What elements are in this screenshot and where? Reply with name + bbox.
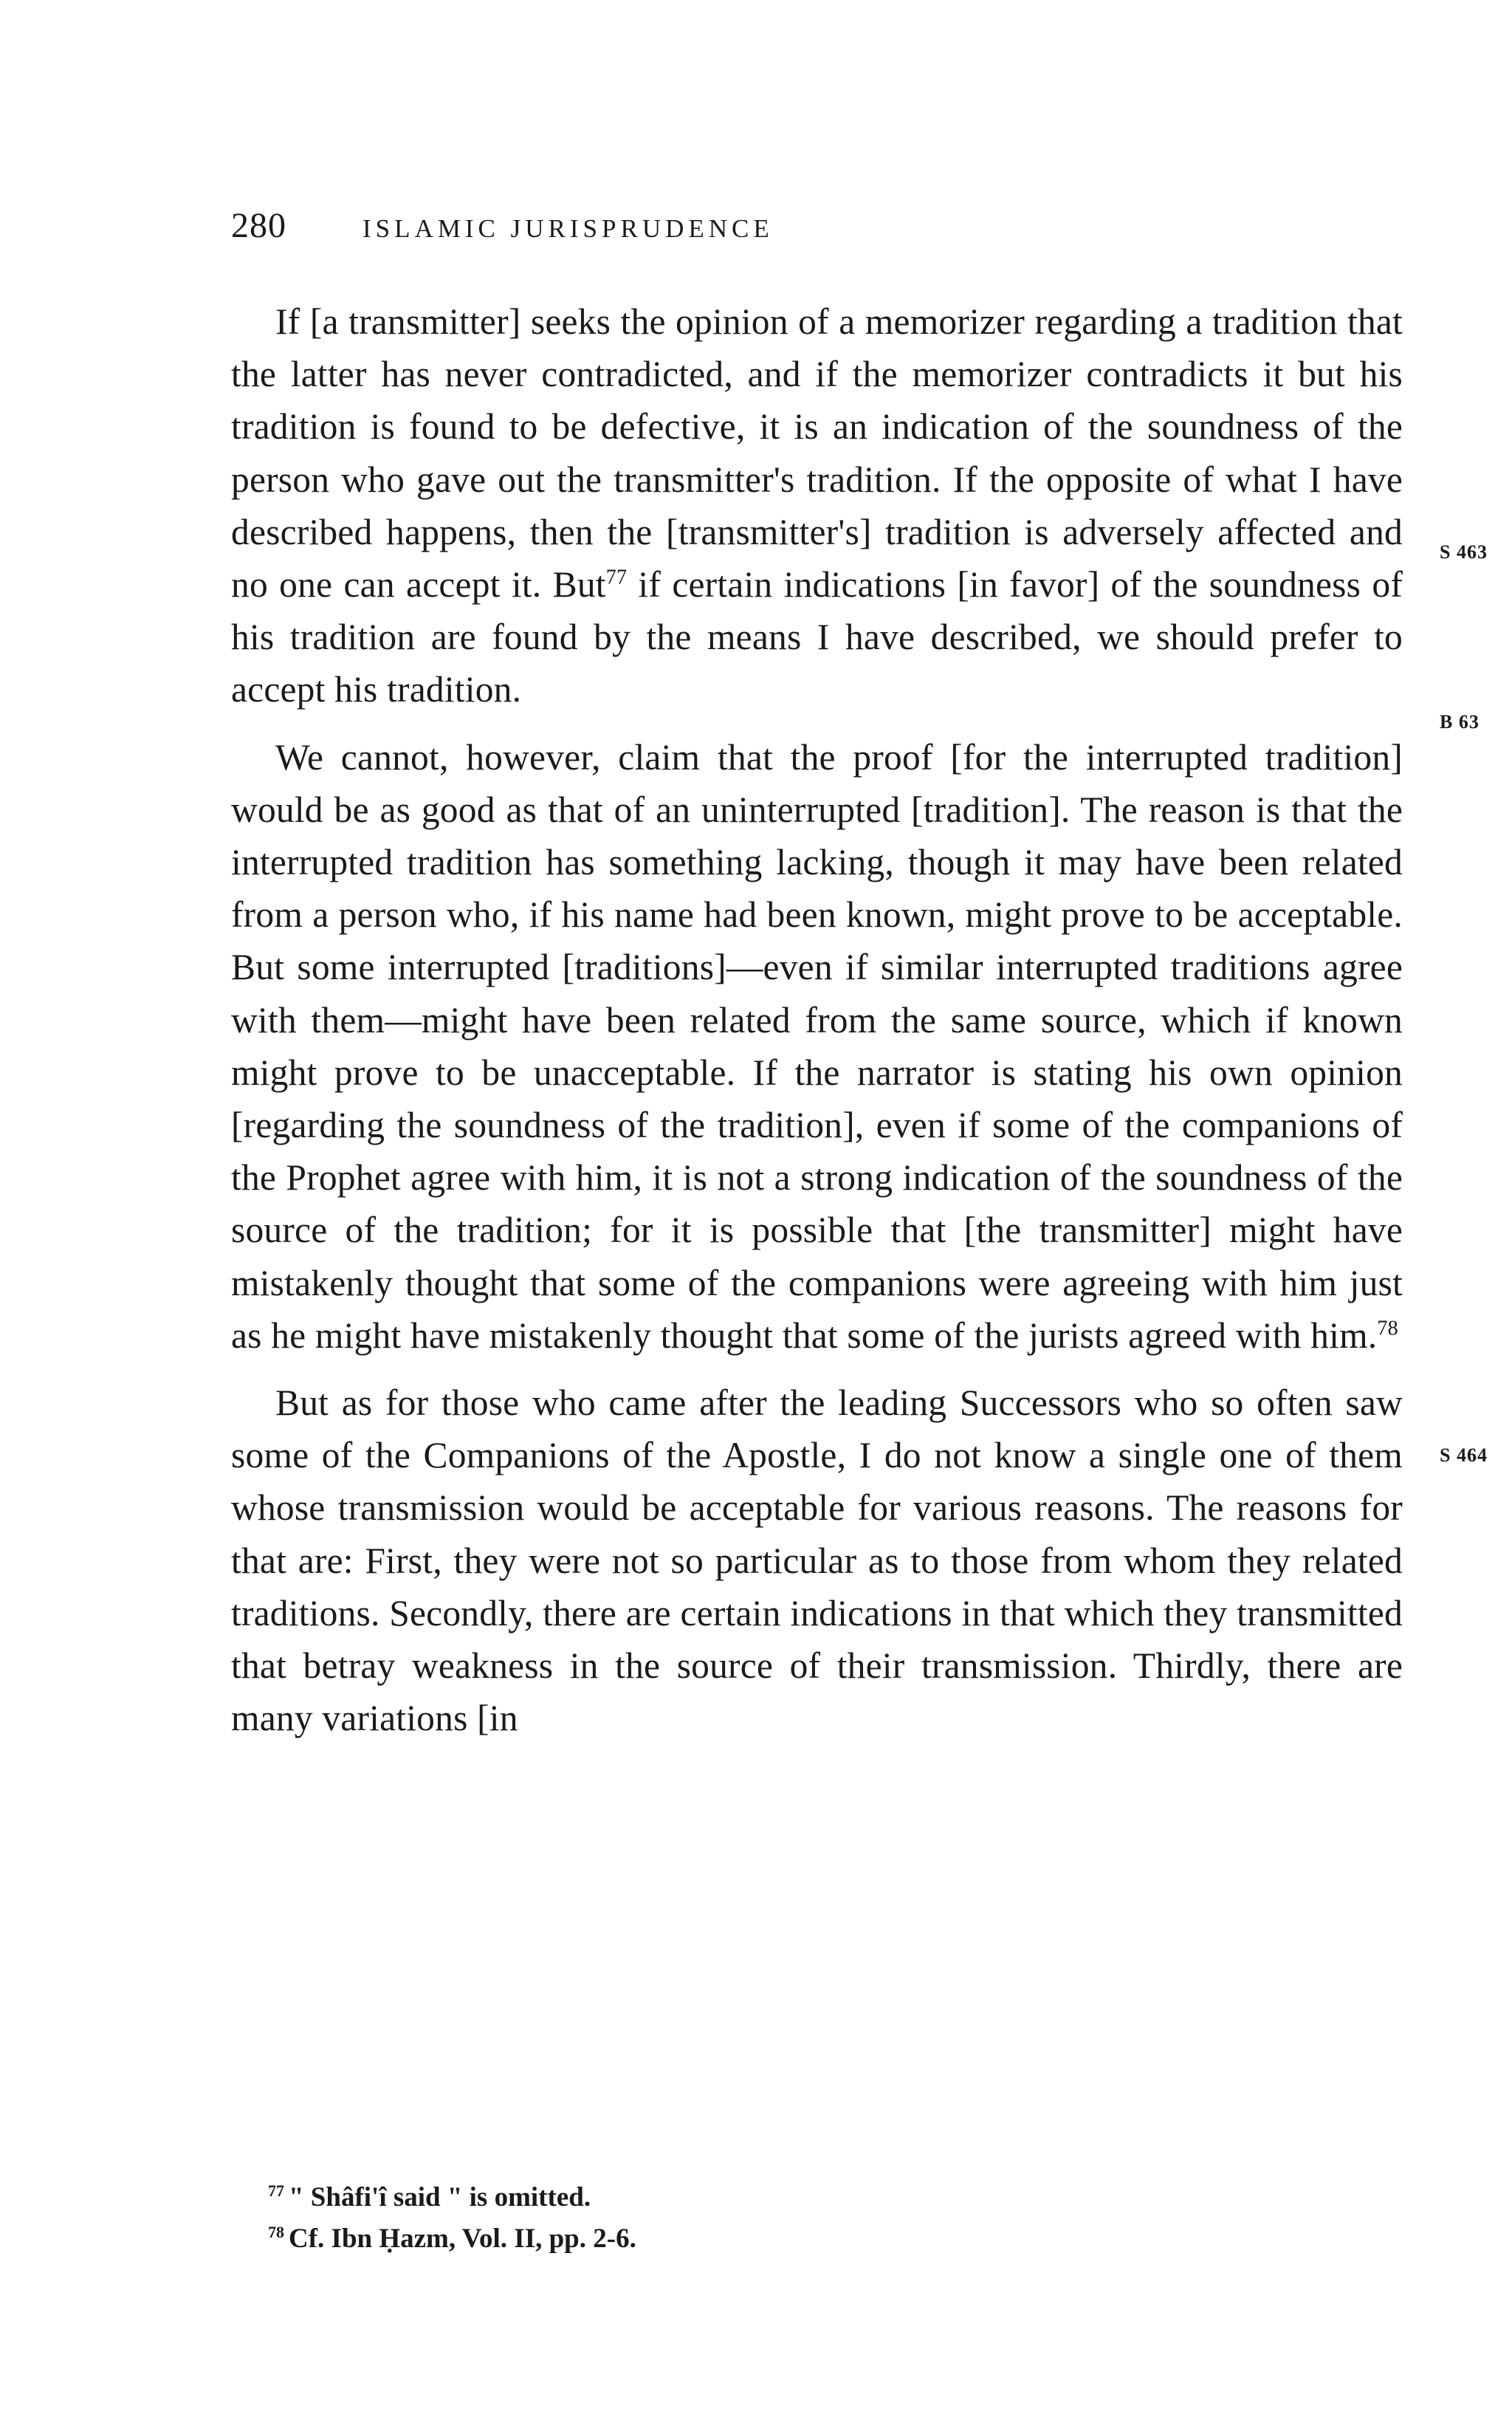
paragraph-text: if certain indications [in favor] of the soundness of his tradition are found by the means I have described, we should prefer to accept his tradition.: [231, 564, 1403, 710]
footnote-mark: 77: [268, 2181, 284, 2200]
margin-reference: S 464: [1440, 1444, 1488, 1466]
footnote-reference: 78: [1377, 1317, 1398, 1340]
paragraph-text: But as for those who came after the leading Successors who so often saw some of the Companions of the Apostle, I do not know a single one of them whose transmission would be acceptable for various reasons. The reasons for that are: First, they were not so particular as to those from whom they related traditions. Secondly, there are certain indications in that which they transmitted that betray weakness in the source of their transmission. Thirdly, there are many variations [in: [231, 1382, 1403, 1739]
footnotes: [268, 2177, 1375, 2260]
paragraph-text: If [a transmitter] seeks the opinion of a memorizer regarding a tradition that the latter has never contradicted, and if the memorizer contradicts it but his tradition is found to be defective, it is an indication of the soundness of the person who gave out the transmitter's tradition. If the opposite of what I have described happens, then the [transmitter's] tradition is adversely affected and no one can accept it. But: [231, 301, 1403, 606]
page-header: [231, 205, 1412, 257]
margin-reference: S 463: [1440, 541, 1488, 563]
paragraph: [231, 295, 1403, 716]
body-text: [231, 295, 1403, 1759]
margin-reference: B 63: [1440, 711, 1480, 733]
paragraph: [231, 1377, 1403, 1744]
footnote-text: Cf. Ibn Ḥazm, Vol. II, pp. 2-6.: [289, 2224, 636, 2254]
footnote-mark: 78: [268, 2222, 284, 2241]
footnote-reference: 77: [605, 566, 628, 589]
footnote-text: " Shâfi'î said " is omitted.: [289, 2182, 591, 2212]
page-number: 280: [231, 206, 286, 245]
footnote: [268, 2218, 1375, 2260]
paragraph: [231, 731, 1403, 1362]
footnote: [268, 2177, 1375, 2218]
running-title: ISLAMIC JURISPRUDENCE: [362, 214, 774, 243]
paragraph-text: We cannot, however, claim that the proof [for the interrupted tradition] would be as good as that of an uninterrupted [tradition]. The reason is that the interrupted tradition has something lacking, though it may have been related from a person who, if his name had been known, might prove to be acceptable. But some interrupted [traditions]—even if similar interrupted traditions agree with them—might have been related from the same source, which if known might prove to be unacceptable. If the narrator is stating his own opinion [regarding the soundness of the tradition], even if some of the companions of the Prophet agree with him, it is not a strong indication of the soundness of the source of the tradition; for it is possible that [the transmitter] might have mistakenly thought that some of the companions were agreeing with him just as he might have mistakenly thought that some of the jurists agreed with him.: [231, 736, 1403, 1356]
